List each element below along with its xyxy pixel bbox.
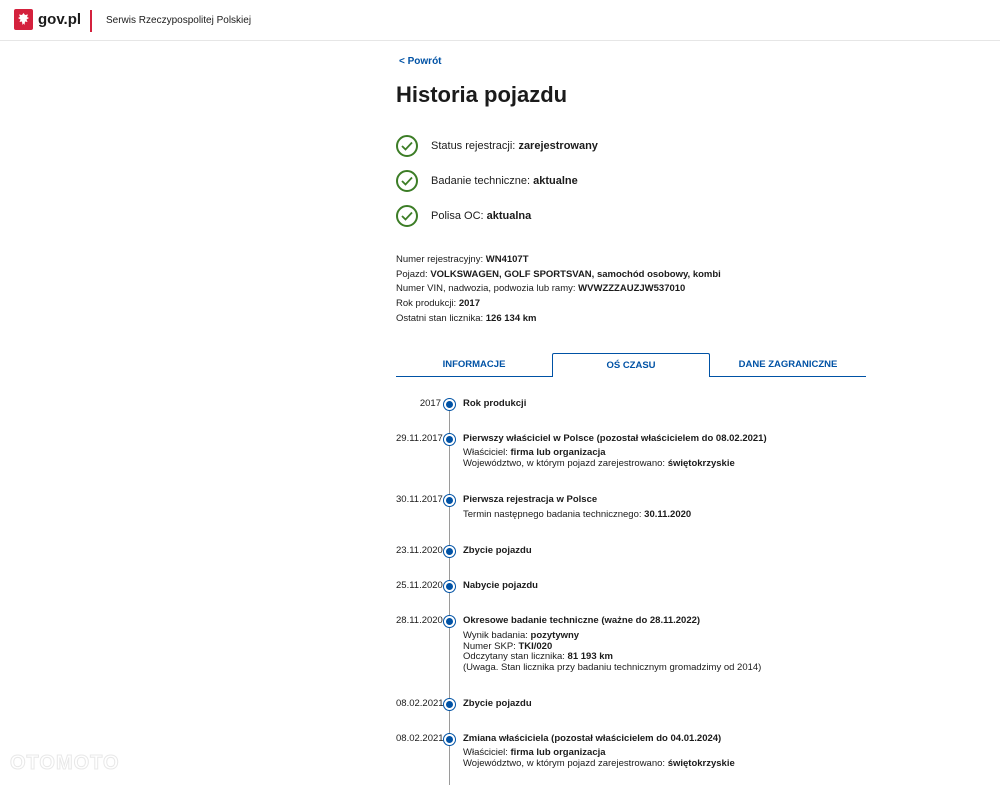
detail-vehicle: Pojazd: VOLKSWAGEN, GOLF SPORTSVAN, samochód osobowy, kombi xyxy=(396,268,721,280)
event-title: Zbycie pojazdu xyxy=(463,698,532,709)
check-circle-icon xyxy=(396,205,418,227)
page-title: Historia pojazdu xyxy=(396,82,568,107)
timeline-dot-icon xyxy=(444,434,455,445)
tab-informacje[interactable]: INFORMACJE xyxy=(442,359,506,370)
timeline-dot-icon xyxy=(444,616,455,627)
detail-vin: Numer VIN, nadwozia, podwozia lub ramy: WVWZZZAUZJW537010 xyxy=(396,283,686,295)
timeline-dot-icon xyxy=(444,699,455,710)
event-title: Rok produkcji xyxy=(463,398,527,409)
status-label: Badanie techniczne: xyxy=(431,175,531,187)
logo-text: gov.pl xyxy=(38,11,82,28)
event-title: Zbycie pojazdu xyxy=(463,545,532,556)
timeline-dot-icon xyxy=(444,546,455,557)
event-date: 08.02.2021 xyxy=(396,733,444,744)
check-circle-icon xyxy=(396,170,418,192)
status-label: Status rejestracji: xyxy=(431,140,516,152)
status-insurance xyxy=(396,205,531,227)
detail-odometer: Ostatni stan licznika: 126 134 km xyxy=(396,312,537,324)
tab-dane-zagraniczne[interactable]: DANE ZAGRANICZNE xyxy=(738,359,838,370)
check-circle-icon xyxy=(396,135,418,157)
status-value: aktualne xyxy=(533,175,578,187)
event-details: Wynik badania: pozytywny Numer SKP: TKI/020 Odczytany stan licznika: 81 193 km (Uwaga. Stan licznika przy badaniu technicznym gromadzimy od 2014) xyxy=(463,630,762,673)
status-value: aktualna xyxy=(486,210,532,222)
event-date: 30.11.2017 xyxy=(396,494,443,505)
eagle-emblem-icon xyxy=(14,9,33,30)
timeline-dot-icon xyxy=(444,399,455,410)
top-header xyxy=(0,0,1000,41)
event-date: 29.11.2017 xyxy=(396,433,443,444)
vehicle-details xyxy=(396,253,721,327)
timeline-axis xyxy=(449,403,450,785)
timeline-dot-icon xyxy=(444,581,455,592)
detail-production-year: Rok produkcji: 2017 xyxy=(396,298,480,310)
status-value: zarejestrowany xyxy=(518,140,598,152)
event-title: Pierwszy właściciel w Polsce (pozostał właścicielem do 08.02.2021) xyxy=(463,433,767,444)
detail-registration-number: Numer rejestracyjny: WN4107T xyxy=(396,254,529,265)
event-details: Właściciel: firma lub organizacja Województwo, w którym pojazd zarejestrowano: świętokrzyskie xyxy=(463,747,735,769)
event-title: Okresowe badanie techniczne (ważne do 28.11.2022) xyxy=(463,615,701,626)
tab-os-czasu[interactable]: OŚ CZASU xyxy=(552,353,710,377)
gov-logo[interactable] xyxy=(14,9,81,30)
event-title: Nabycie pojazdu xyxy=(463,580,538,591)
event-date: 2017 xyxy=(419,398,441,409)
status-label: Polisa OC: xyxy=(431,210,484,222)
service-name: Serwis Rzeczypospolitej Polskiej xyxy=(106,15,252,26)
timeline-dot-icon xyxy=(444,734,455,745)
event-date: 28.11.2020 xyxy=(396,615,443,626)
event-date: 08.02.2021 xyxy=(396,698,444,709)
event-details: Termin następnego badania technicznego: 30.11.2020 xyxy=(463,509,692,520)
tabs xyxy=(396,353,866,377)
event-title: Pierwsza rejestracja w Polsce xyxy=(463,494,598,505)
otomoto-watermark: OTOMOTO xyxy=(10,752,120,774)
back-link[interactable]: < Powrót xyxy=(399,56,442,67)
event-date: 25.11.2020 xyxy=(396,580,443,591)
event-details: Właściciel: firma lub organizacja Województwo, w którym pojazd zarejestrowano: świętokrzyskie xyxy=(463,447,735,469)
event-date: 23.11.2020 xyxy=(396,545,443,556)
status-registration xyxy=(396,135,598,157)
timeline-dot-icon xyxy=(444,495,455,506)
event-title: Zmiana właściciela (pozostał właścicielem do 04.01.2024) xyxy=(463,733,722,744)
header-divider xyxy=(90,10,92,32)
status-technical-inspection xyxy=(396,170,578,192)
